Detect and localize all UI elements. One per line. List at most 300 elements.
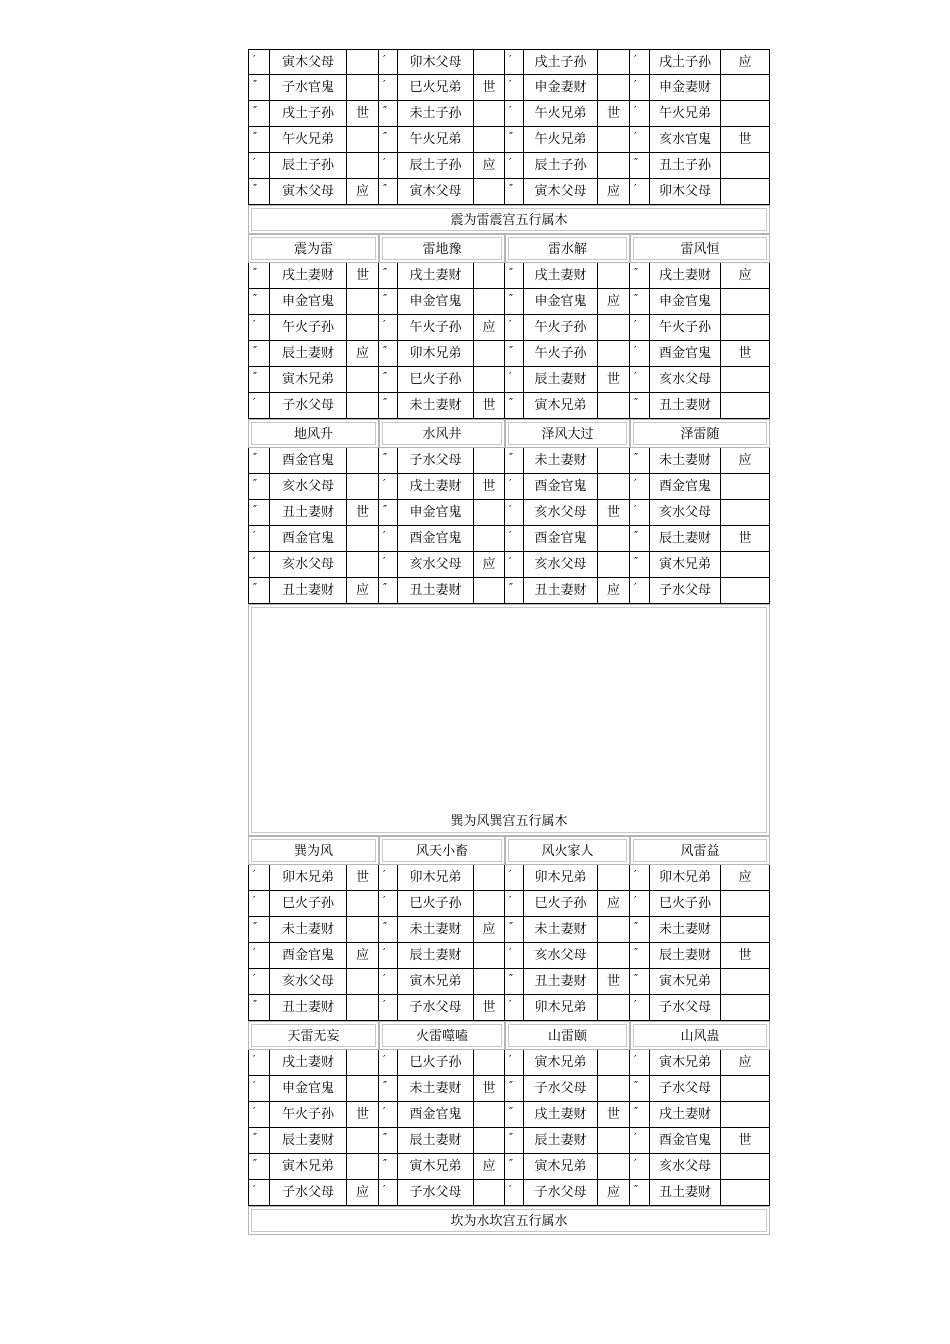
line-text: 巳火子孙 <box>398 367 474 393</box>
line-text: 午火兄弟 <box>398 127 474 153</box>
table-row <box>248 49 770 75</box>
hexagram-name-row <box>248 836 770 865</box>
shi-ying-flag <box>474 943 505 969</box>
line-mark: ″ <box>630 153 650 179</box>
line-text: 寅木父母 <box>270 179 347 205</box>
shi-ying-flag: 应 <box>347 1180 379 1206</box>
line-mark: ′ <box>505 153 524 179</box>
line-text: 辰土妻财 <box>650 943 721 969</box>
table-row <box>248 367 770 393</box>
line-mark: ″ <box>505 341 524 367</box>
shi-ying-flag <box>474 500 505 526</box>
shi-ying-flag <box>598 448 630 474</box>
shi-ying-flag <box>474 289 505 315</box>
line-mark: ′ <box>379 153 398 179</box>
hexagram-name-cell <box>630 234 770 263</box>
shi-ying-flag <box>474 1180 505 1206</box>
line-mark: ′ <box>505 75 524 101</box>
table-row <box>248 1128 770 1154</box>
line-text: 亥水父母 <box>270 552 347 578</box>
line-text: 丑土妻财 <box>270 578 347 604</box>
line-mark: ′ <box>248 552 270 578</box>
line-mark: ′ <box>379 474 398 500</box>
table-row <box>248 101 770 127</box>
hexagram-name-row <box>248 1021 770 1050</box>
shi-ying-flag <box>598 1050 630 1076</box>
line-text: 申金妻财 <box>650 75 721 101</box>
shi-ying-flag <box>598 526 630 552</box>
line-text: 寅木父母 <box>398 179 474 205</box>
line-text: 酉金官鬼 <box>650 341 721 367</box>
shi-ying-flag <box>347 917 379 943</box>
shi-ying-flag <box>721 1076 770 1102</box>
line-text: 未土妻财 <box>398 1076 474 1102</box>
shi-ying-flag: 应 <box>474 1154 505 1180</box>
line-mark: ″ <box>248 995 270 1021</box>
line-text: 子水父母 <box>398 995 474 1021</box>
line-text: 午火兄弟 <box>270 127 347 153</box>
line-text: 戌土妻财 <box>650 1102 721 1128</box>
line-mark: ″ <box>630 917 650 943</box>
line-text: 卯木父母 <box>650 179 721 205</box>
shi-ying-flag <box>347 474 379 500</box>
line-mark: ′ <box>630 1154 650 1180</box>
line-mark: ′ <box>248 526 270 552</box>
line-text: 申金官鬼 <box>270 289 347 315</box>
table-row <box>248 500 770 526</box>
line-mark: ″ <box>248 367 270 393</box>
line-text: 寅木兄弟 <box>524 1050 598 1076</box>
line-mark: ″ <box>505 179 524 205</box>
hexagram-name-cell <box>379 234 505 263</box>
line-mark: ″ <box>379 127 398 153</box>
line-text: 子水父母 <box>650 578 721 604</box>
line-text: 申金妻财 <box>524 75 598 101</box>
shi-ying-flag <box>347 1128 379 1154</box>
hexagram-name: 震为雷 <box>251 237 376 260</box>
line-text: 寅木兄弟 <box>524 393 598 419</box>
line-text: 寅木兄弟 <box>398 1154 474 1180</box>
line-mark: ″ <box>630 969 650 995</box>
line-text: 子水官鬼 <box>270 75 347 101</box>
shi-ying-flag <box>598 943 630 969</box>
line-text: 丑土妻财 <box>524 969 598 995</box>
line-mark: ″ <box>379 1154 398 1180</box>
line-mark: ′ <box>630 500 650 526</box>
line-text: 酉金官鬼 <box>270 526 347 552</box>
shi-ying-flag <box>347 75 379 101</box>
line-text: 寅木兄弟 <box>650 969 721 995</box>
line-mark: ″ <box>248 289 270 315</box>
line-mark: ′ <box>248 943 270 969</box>
shi-ying-flag <box>721 917 770 943</box>
line-mark: ′ <box>630 75 650 101</box>
line-text: 戌土子孙 <box>270 101 347 127</box>
line-mark: ′ <box>505 474 524 500</box>
line-mark: ′ <box>630 1050 650 1076</box>
palace-title-text: 震为雷震宫五行属木 <box>450 213 568 228</box>
line-mark: ″ <box>505 917 524 943</box>
line-mark: ″ <box>505 578 524 604</box>
line-text: 申金官鬼 <box>398 289 474 315</box>
line-text: 辰土妻财 <box>524 1128 598 1154</box>
line-text: 亥水官鬼 <box>650 127 721 153</box>
line-text: 戌土妻财 <box>398 474 474 500</box>
line-text: 未土妻财 <box>650 917 721 943</box>
line-mark: ′ <box>379 1180 398 1206</box>
line-text: 亥水父母 <box>650 1154 721 1180</box>
line-text: 巳火子孙 <box>398 1050 474 1076</box>
line-text: 卯木兄弟 <box>398 341 474 367</box>
line-mark: ″ <box>379 917 398 943</box>
table-row <box>248 1102 770 1128</box>
shi-ying-flag: 世 <box>721 526 770 552</box>
shi-ying-flag: 应 <box>598 1180 630 1206</box>
line-mark: ″ <box>379 367 398 393</box>
shi-ying-flag: 世 <box>474 1076 505 1102</box>
line-text: 亥水父母 <box>650 500 721 526</box>
shi-ying-flag <box>347 1076 379 1102</box>
hexagram-name: 雷水解 <box>508 237 627 260</box>
shi-ying-flag <box>721 891 770 917</box>
line-text: 寅木兄弟 <box>650 552 721 578</box>
shi-ying-flag: 应 <box>721 1050 770 1076</box>
line-mark: ′ <box>248 315 270 341</box>
line-text: 辰土子孙 <box>270 153 347 179</box>
line-text: 寅木父母 <box>524 179 598 205</box>
shi-ying-flag: 应 <box>474 315 505 341</box>
shi-ying-flag <box>598 341 630 367</box>
hexagram-name: 雷风恒 <box>633 237 767 260</box>
line-text: 寅木兄弟 <box>398 969 474 995</box>
hexagram-name: 山风蛊 <box>633 1024 767 1047</box>
table-row <box>248 153 770 179</box>
shi-ying-flag <box>598 995 630 1021</box>
line-text: 子水父母 <box>398 448 474 474</box>
line-text: 亥水父母 <box>524 500 598 526</box>
line-text: 未土妻财 <box>398 393 474 419</box>
line-text: 巳火兄弟 <box>398 75 474 101</box>
table-row <box>248 179 770 205</box>
line-mark: ′ <box>630 127 650 153</box>
line-mark: ″ <box>505 263 524 289</box>
line-text: 午火兄弟 <box>650 101 721 127</box>
line-text: 酉金官鬼 <box>398 1102 474 1128</box>
line-mark: ′ <box>248 153 270 179</box>
line-mark: ′ <box>630 341 650 367</box>
line-mark: ″ <box>505 289 524 315</box>
shi-ying-flag: 应 <box>347 341 379 367</box>
line-mark: ″ <box>630 1076 650 1102</box>
shi-ying-flag <box>347 315 379 341</box>
line-mark: ″ <box>248 500 270 526</box>
line-mark: ′ <box>505 552 524 578</box>
line-text: 午火兄弟 <box>524 101 598 127</box>
shi-ying-flag: 应 <box>721 49 770 75</box>
line-mark: ′ <box>248 49 270 75</box>
line-mark: ″ <box>379 341 398 367</box>
line-mark: ″ <box>505 969 524 995</box>
line-mark: ′ <box>630 101 650 127</box>
shi-ying-flag <box>474 578 505 604</box>
line-mark: ′ <box>248 1102 270 1128</box>
shi-ying-flag <box>474 969 505 995</box>
line-text: 申金官鬼 <box>270 1076 347 1102</box>
shi-ying-flag <box>721 289 770 315</box>
shi-ying-flag <box>598 865 630 891</box>
table-row <box>248 263 770 289</box>
line-mark: ′ <box>248 1180 270 1206</box>
line-mark: ″ <box>505 448 524 474</box>
hexagram-name: 泽风大过 <box>508 422 627 445</box>
line-text: 戌土子孙 <box>524 49 598 75</box>
shi-ying-flag <box>347 153 379 179</box>
line-mark: ′ <box>630 578 650 604</box>
line-text: 酉金官鬼 <box>524 474 598 500</box>
shi-ying-flag: 应 <box>474 552 505 578</box>
hexagram-name: 地风升 <box>251 422 376 445</box>
shi-ying-flag <box>347 393 379 419</box>
line-mark: ″ <box>379 101 398 127</box>
line-text: 午火子孙 <box>524 315 598 341</box>
line-text: 午火子孙 <box>270 315 347 341</box>
line-mark: ″ <box>248 263 270 289</box>
line-mark: ′ <box>505 101 524 127</box>
shi-ying-flag: 应 <box>598 179 630 205</box>
line-text: 酉金官鬼 <box>270 448 347 474</box>
shi-ying-flag <box>721 474 770 500</box>
line-text: 亥水父母 <box>650 367 721 393</box>
shi-ying-flag <box>474 1050 505 1076</box>
palace-title <box>248 604 770 836</box>
line-mark: ″ <box>505 1102 524 1128</box>
shi-ying-flag <box>721 995 770 1021</box>
line-text: 卯木兄弟 <box>270 865 347 891</box>
line-mark: ′ <box>379 943 398 969</box>
table-row <box>248 341 770 367</box>
line-mark: ′ <box>630 179 650 205</box>
line-text: 子水父母 <box>650 1076 721 1102</box>
line-text: 辰土子孙 <box>398 153 474 179</box>
line-text: 丑土妻财 <box>270 995 347 1021</box>
hexagram-name: 风火家人 <box>508 839 627 862</box>
shi-ying-flag <box>598 552 630 578</box>
shi-ying-flag: 世 <box>721 127 770 153</box>
line-mark: ″ <box>630 1180 650 1206</box>
line-mark: ″ <box>505 393 524 419</box>
line-text: 酉金官鬼 <box>270 943 347 969</box>
line-text: 午火子孙 <box>270 1102 347 1128</box>
line-text: 亥水父母 <box>270 474 347 500</box>
shi-ying-flag <box>474 341 505 367</box>
shi-ying-flag: 应 <box>721 865 770 891</box>
hexagram-name: 天雷无妄 <box>251 1024 376 1047</box>
line-mark: ′ <box>379 865 398 891</box>
table-row <box>248 917 770 943</box>
shi-ying-flag <box>721 969 770 995</box>
hexagram-name: 火雷噬嗑 <box>382 1024 502 1047</box>
line-mark: ′ <box>630 1128 650 1154</box>
shi-ying-flag <box>598 393 630 419</box>
line-text: 卯木兄弟 <box>524 865 598 891</box>
line-text: 申金官鬼 <box>398 500 474 526</box>
line-mark: ′ <box>630 891 650 917</box>
line-mark: ′ <box>248 393 270 419</box>
shi-ying-flag: 应 <box>721 448 770 474</box>
line-text: 巳火子孙 <box>398 891 474 917</box>
hexagram-name-cell <box>630 1021 770 1050</box>
line-mark: ″ <box>379 179 398 205</box>
shi-ying-flag <box>347 995 379 1021</box>
shi-ying-flag <box>721 315 770 341</box>
shi-ying-flag: 世 <box>721 943 770 969</box>
table-row <box>248 865 770 891</box>
shi-ying-flag <box>721 1180 770 1206</box>
line-text: 午火子孙 <box>398 315 474 341</box>
table-row <box>248 474 770 500</box>
shi-ying-flag <box>347 969 379 995</box>
hexagram-name-cell <box>248 234 379 263</box>
shi-ying-flag <box>598 127 630 153</box>
line-mark: ″ <box>248 1154 270 1180</box>
palace-title <box>248 205 770 234</box>
line-mark: ″ <box>379 448 398 474</box>
shi-ying-flag: 世 <box>598 101 630 127</box>
hexagram-name: 山雷颐 <box>508 1024 627 1047</box>
line-text: 子水父母 <box>270 393 347 419</box>
hexagram-name-cell <box>379 836 505 865</box>
table-row <box>248 578 770 604</box>
hexagram-name: 水风井 <box>382 422 502 445</box>
hexagram-name-cell <box>248 836 379 865</box>
shi-ying-flag <box>474 1102 505 1128</box>
line-text: 戌土妻财 <box>524 263 598 289</box>
shi-ying-flag <box>721 179 770 205</box>
line-text: 戌土妻财 <box>270 263 347 289</box>
shi-ying-flag: 应 <box>598 289 630 315</box>
shi-ying-flag: 世 <box>474 474 505 500</box>
table-row <box>248 289 770 315</box>
shi-ying-flag <box>347 1154 379 1180</box>
shi-ying-flag <box>474 263 505 289</box>
shi-ying-flag: 应 <box>347 578 379 604</box>
line-mark: ″ <box>379 393 398 419</box>
line-mark: ″ <box>248 578 270 604</box>
hexagram-name-cell <box>505 234 630 263</box>
shi-ying-flag <box>721 101 770 127</box>
table-row <box>248 1180 770 1206</box>
shi-ying-flag: 世 <box>347 101 379 127</box>
shi-ying-flag: 世 <box>721 1128 770 1154</box>
hexagram-sheet <box>248 49 770 1235</box>
line-text: 丑土妻财 <box>650 393 721 419</box>
line-text: 未土妻财 <box>398 917 474 943</box>
line-text: 子水父母 <box>398 1180 474 1206</box>
line-text: 亥水父母 <box>270 969 347 995</box>
line-mark: ″ <box>505 1154 524 1180</box>
line-text: 丑土子孙 <box>650 153 721 179</box>
palace-title <box>248 1206 770 1235</box>
line-text: 申金官鬼 <box>524 289 598 315</box>
shi-ying-flag <box>598 917 630 943</box>
line-mark: ′ <box>379 891 398 917</box>
line-text: 寅木兄弟 <box>524 1154 598 1180</box>
line-mark: ′ <box>630 315 650 341</box>
shi-ying-flag <box>721 153 770 179</box>
shi-ying-flag <box>474 179 505 205</box>
line-text: 丑土妻财 <box>650 1180 721 1206</box>
line-mark: ′ <box>630 49 650 75</box>
shi-ying-flag: 世 <box>474 75 505 101</box>
shi-ying-flag <box>598 1076 630 1102</box>
shi-ying-flag: 应 <box>347 943 379 969</box>
line-text: 寅木父母 <box>270 49 347 75</box>
line-mark: ′ <box>630 474 650 500</box>
line-mark: ′ <box>505 891 524 917</box>
line-text: 辰土妻财 <box>398 943 474 969</box>
line-mark: ″ <box>248 474 270 500</box>
shi-ying-flag: 世 <box>598 1102 630 1128</box>
line-text: 卯木兄弟 <box>650 865 721 891</box>
table-row <box>248 1076 770 1102</box>
shi-ying-flag <box>598 1154 630 1180</box>
line-mark: ′ <box>379 1102 398 1128</box>
table-row <box>248 1050 770 1076</box>
line-mark: ′ <box>379 995 398 1021</box>
shi-ying-flag: 世 <box>347 1102 379 1128</box>
line-mark: ″ <box>505 1076 524 1102</box>
line-text: 辰土妻财 <box>270 1128 347 1154</box>
line-text: 亥水父母 <box>398 552 474 578</box>
line-mark: ″ <box>630 263 650 289</box>
shi-ying-flag <box>721 578 770 604</box>
line-mark: ′ <box>379 552 398 578</box>
palace-title-text: 坎为水坎宫五行属水 <box>450 1214 568 1229</box>
line-text: 亥水父母 <box>524 552 598 578</box>
line-mark: ″ <box>248 341 270 367</box>
line-text: 未土妻财 <box>270 917 347 943</box>
hexagram-name-cell <box>630 419 770 448</box>
shi-ying-flag <box>474 448 505 474</box>
line-text: 子水父母 <box>524 1180 598 1206</box>
shi-ying-flag <box>721 75 770 101</box>
shi-ying-flag <box>721 1102 770 1128</box>
shi-ying-flag: 应 <box>598 578 630 604</box>
shi-ying-flag: 世 <box>474 393 505 419</box>
hexagram-name-cell <box>630 836 770 865</box>
line-text: 寅木兄弟 <box>650 1050 721 1076</box>
shi-ying-flag: 应 <box>474 153 505 179</box>
shi-ying-flag: 世 <box>598 367 630 393</box>
line-mark: ″ <box>379 263 398 289</box>
shi-ying-flag <box>474 101 505 127</box>
line-text: 戌土妻财 <box>650 263 721 289</box>
shi-ying-flag <box>474 49 505 75</box>
line-text: 丑土妻财 <box>398 578 474 604</box>
shi-ying-flag <box>474 526 505 552</box>
shi-ying-flag <box>598 49 630 75</box>
line-text: 午火子孙 <box>650 315 721 341</box>
line-text: 未土妻财 <box>650 448 721 474</box>
line-mark: ″ <box>248 75 270 101</box>
shi-ying-flag: 世 <box>347 865 379 891</box>
shi-ying-flag: 应 <box>474 917 505 943</box>
shi-ying-flag <box>721 1154 770 1180</box>
line-mark: ″ <box>248 179 270 205</box>
line-mark: ′ <box>248 969 270 995</box>
shi-ying-flag <box>347 891 379 917</box>
hexagram-name-cell <box>505 419 630 448</box>
